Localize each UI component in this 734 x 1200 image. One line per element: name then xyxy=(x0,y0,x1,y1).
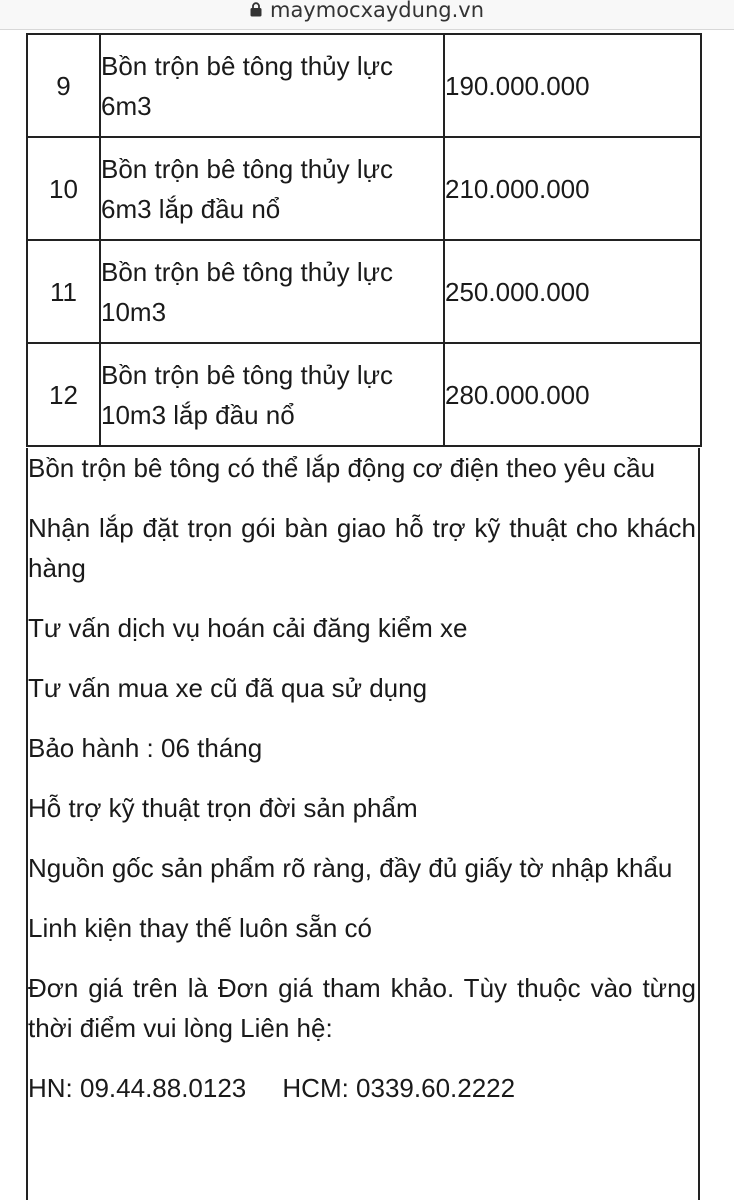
row-number: 11 xyxy=(27,240,100,343)
note-paragraph: Bảo hành : 06 tháng xyxy=(28,733,263,763)
product-name-text: Bồn trộn bê tông thủy lực 10m3 lắp đầu nổ xyxy=(101,359,394,430)
product-name xyxy=(100,34,444,137)
product-price xyxy=(444,137,701,240)
product-price xyxy=(444,240,701,343)
table-row xyxy=(27,240,701,343)
url-text: maymocxaydung.vn xyxy=(269,0,485,22)
table-row xyxy=(27,137,701,240)
product-name xyxy=(100,343,444,446)
lock-icon xyxy=(250,2,262,17)
table-row xyxy=(27,34,701,137)
product-price-text: 190.000.000 xyxy=(445,70,590,101)
note-paragraph: Tư vấn mua xe cũ đã qua sử dụng xyxy=(28,673,428,703)
product-name-text: Bồn trộn bê tông thủy lực 10m3 xyxy=(101,256,394,327)
product-name xyxy=(100,240,444,343)
row-number: 12 xyxy=(27,343,100,446)
address-display[interactable] xyxy=(250,0,484,22)
note-paragraph: Nhận lắp đặt trọn gói bàn giao hỗ trợ kỹ thuật cho khách hàng xyxy=(28,513,696,583)
note-paragraph: Hỗ trợ kỹ thuật trọn đời sản phẩm xyxy=(28,793,418,823)
product-name-text: Bồn trộn bê tông thủy lực 6m3 lắp đầu nổ xyxy=(101,153,394,224)
note-paragraph: Bồn trộn bê tông có thể lắp động cơ điện theo yêu cầu xyxy=(28,453,656,483)
product-price xyxy=(444,343,701,446)
note-paragraph: Nguồn gốc sản phẩm rõ ràng, đầy đủ giấy tờ nhập khẩu xyxy=(28,853,673,883)
note-paragraph: Đơn giá trên là Đơn giá tham khảo. Tùy thuộc vào từng thời điểm vui lòng Liên hệ: xyxy=(28,973,696,1043)
product-name xyxy=(100,137,444,240)
contact-phones: HN: 09.44.88.0123 HCM: 0339.60.2222 xyxy=(28,1073,516,1103)
product-price-text: 210.000.000 xyxy=(445,173,590,204)
table-row xyxy=(27,343,701,446)
row-number: 10 xyxy=(27,137,100,240)
notes-section xyxy=(26,448,700,1200)
price-table xyxy=(26,33,702,447)
product-price-text: 250.000.000 xyxy=(445,276,590,307)
row-number: 9 xyxy=(27,34,100,137)
product-name-text: Bồn trộn bê tông thủy lực 6m3 xyxy=(101,50,394,121)
product-price xyxy=(444,34,701,137)
note-paragraph: Tư vấn dịch vụ hoán cải đăng kiểm xe xyxy=(28,613,468,643)
note-paragraph: Linh kiện thay thế luôn sẵn có xyxy=(28,913,373,943)
browser-address-bar[interactable] xyxy=(0,0,734,30)
product-price-text: 280.000.000 xyxy=(445,379,590,410)
